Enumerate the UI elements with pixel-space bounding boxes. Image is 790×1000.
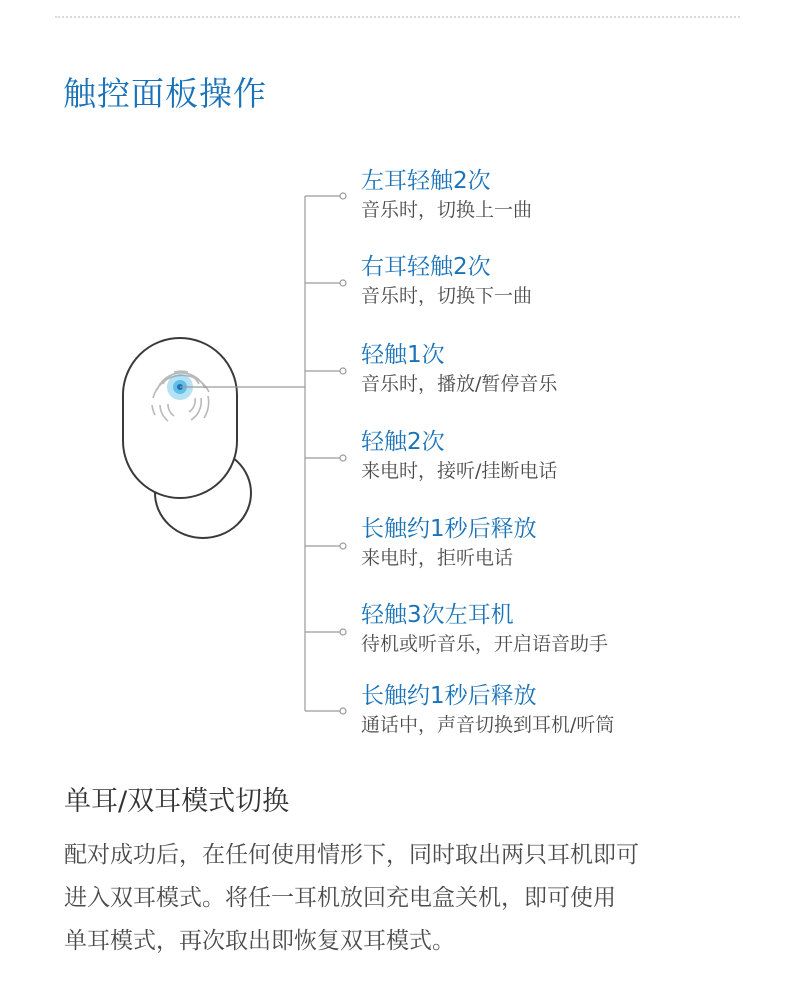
page-title: 触控面板操作 (63, 74, 267, 113)
operation-title: 轻触3次左耳机 (361, 602, 514, 628)
operation-item (361, 600, 608, 658)
operation-item (361, 166, 532, 224)
paragraph-line: 配对成功后，在任何使用情形下，同时取出两只耳机即可 (64, 842, 639, 868)
operation-item (361, 427, 557, 485)
operation-desc: 来电时，拒听电话 (361, 547, 514, 569)
operation-title: 轻触2次 (361, 429, 445, 455)
paragraph-line: 进入双耳模式。将任一耳机放回充电盒关机，即可使用 (64, 885, 616, 911)
operation-item (361, 514, 537, 572)
operation-title: 左耳轻触2次 (361, 168, 491, 194)
operation-desc: 音乐时，切换上一曲 (361, 199, 533, 221)
operation-title: 长触约1秒后释放 (361, 683, 537, 709)
paragraph-line: 单耳模式，再次取出即恢复双耳模式。 (64, 928, 455, 954)
operation-title: 右耳轻触2次 (361, 254, 491, 280)
mode-section-heading: 单耳/双耳模式切换 (64, 786, 290, 817)
branch-connectors (305, 193, 346, 714)
earbud-body-icon (123, 338, 237, 498)
operation-item (361, 340, 557, 398)
operation-desc: 音乐时，切换下一曲 (361, 285, 533, 307)
operation-title: 长触约1秒后释放 (361, 516, 537, 542)
operation-desc: 通话中，声音切换到耳机/听筒 (361, 714, 615, 736)
operation-title: 轻触1次 (361, 342, 445, 368)
operation-item (361, 681, 614, 739)
operation-desc: 待机或听音乐，开启语音助手 (361, 633, 609, 655)
operation-desc: 音乐时，播放/暂停音乐 (361, 373, 558, 395)
mode-section-paragraph (64, 834, 744, 963)
operation-desc: 来电时，接听/挂断电话 (361, 460, 558, 482)
operation-item (361, 252, 532, 310)
